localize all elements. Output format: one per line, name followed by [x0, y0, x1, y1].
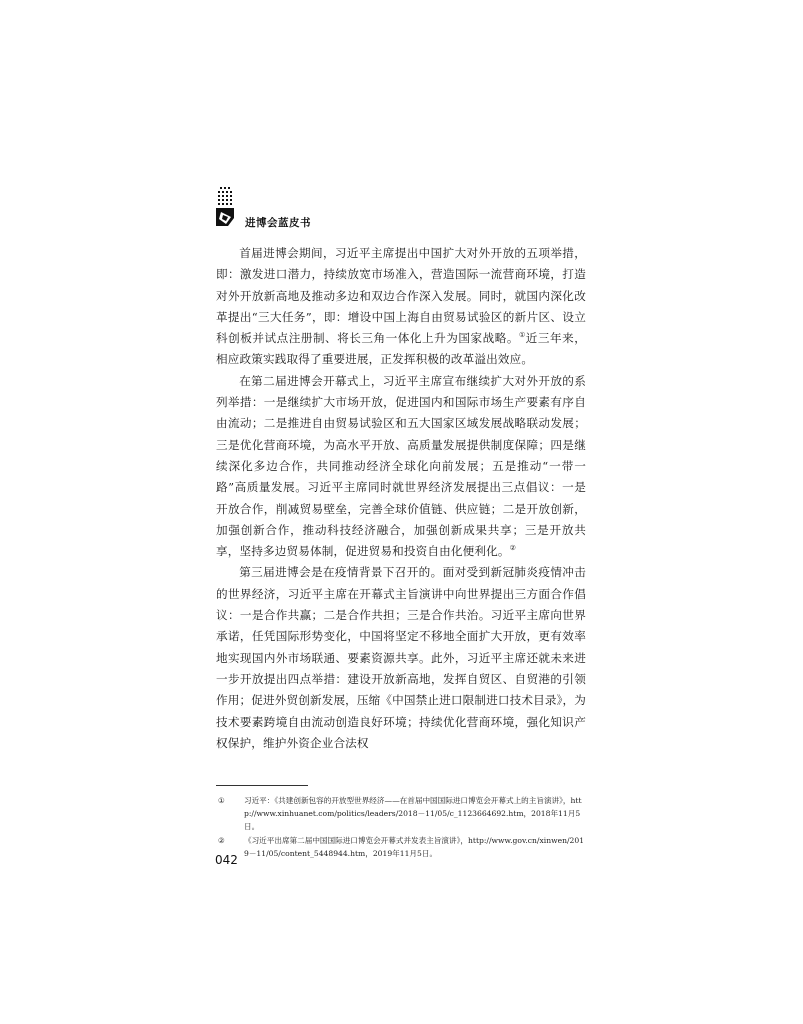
paragraph-text: 在第二届进博会开幕式上，习近平主席宣布继续扩大对外开放的系列举措：一是继续扩大市场开放，促进国内和国际市场生产要素有序自由流动；二是推进自由贸易试验区和五大国家区域发展战略联动发展；三是优化营商环境，为高水平开放、高质量发展提供制度保障；四是继续深化多边合作，共同推动经济全球化向前发展；五是推动“一带一路”高质量发展。习近平主席同时就世界经济发展提出三点倡议：一是开放合作，削减贸易壁垒，完善全球价值链、供应链；二是开放创新，加强创新合作，推动科技经济融合，加强创新成果共享；三是开放共享，坚持多边贸易体制，促进贸易和投资自由化便利化。	[216, 373, 586, 559]
footnote	[216, 794, 588, 834]
footnote-divider	[216, 785, 308, 786]
footnote-text: 《习近平出席第二届中国国际进口博览会开幕式并发表主旨演讲》，http://www.gov.cn/xinwen/2019－11/05/content_5448944.htm，2019年11月5日。	[244, 835, 585, 858]
footnote-reference[interactable]: ②	[509, 544, 517, 553]
body-text	[216, 243, 586, 754]
footnote-reference[interactable]: ①	[518, 331, 526, 340]
paragraph-text: 近三年来，相应政策实践取得了重要进展，正发挥积极的改革溢出效应。	[216, 331, 586, 367]
paragraph-text: 第三届进博会是在疫情背景下召开的。面对受到新冠肺炎疫情冲击的世界经济，习近平主席在开幕式主旨演讲中向世界提出三方面合作倡议：一是合作共赢；二是合作共担；三是合作共治。习近平主席向世界承诺，任凭国际形势变化，中国将坚定不移地全面扩大开放，更有效率地实现国内外市场联通、要素资源共享。此外，习近平主席还就未来进一步开放提出四点举措：建设开放新高地，发挥自贸区、自贸港的引领作用；促进外贸创新发展，压缩《中国禁止进口限制进口技术目录》，为技术要素跨境自由流动创造良好环境；持续优化营商环境，强化知识产权保护，维护外资企业合法权	[216, 565, 587, 750]
paragraph	[216, 562, 586, 754]
footnote-marker: ①	[218, 796, 225, 805]
book-title-header: 进博会蓝皮书	[245, 217, 311, 229]
paragraph-text: 首届进博会期间，习近平主席提出中国扩大对外开放的五项举措，即：激发进口潜力，持续放宽市场准入，营造国际一流营商环境，打造对外开放新高地及推动多边和双边合作深入发展。同时，就国内深化改革提出“三大任务”，即：增设中国上海自由贸易试验区的新片区、设立科创板并试点注册制、将长三角一体化上升为国家战略。	[216, 246, 586, 346]
book-series-logo-icon	[215, 186, 241, 230]
footnote-marker: ②	[218, 835, 225, 845]
footnotes	[216, 794, 588, 860]
footnote-text: 习近平：《共建创新包容的开放型世界经济——在首届中国国际进口博览会开幕式上的主旨演讲》，http://www.xinhuanet.com/politics/leaders/2018－11/05/c_1123664692.htm，2018年11月5日。	[244, 796, 582, 832]
paragraph	[216, 243, 586, 371]
footnote	[216, 834, 588, 860]
paragraph	[216, 371, 586, 563]
page-number: 042	[215, 853, 238, 867]
